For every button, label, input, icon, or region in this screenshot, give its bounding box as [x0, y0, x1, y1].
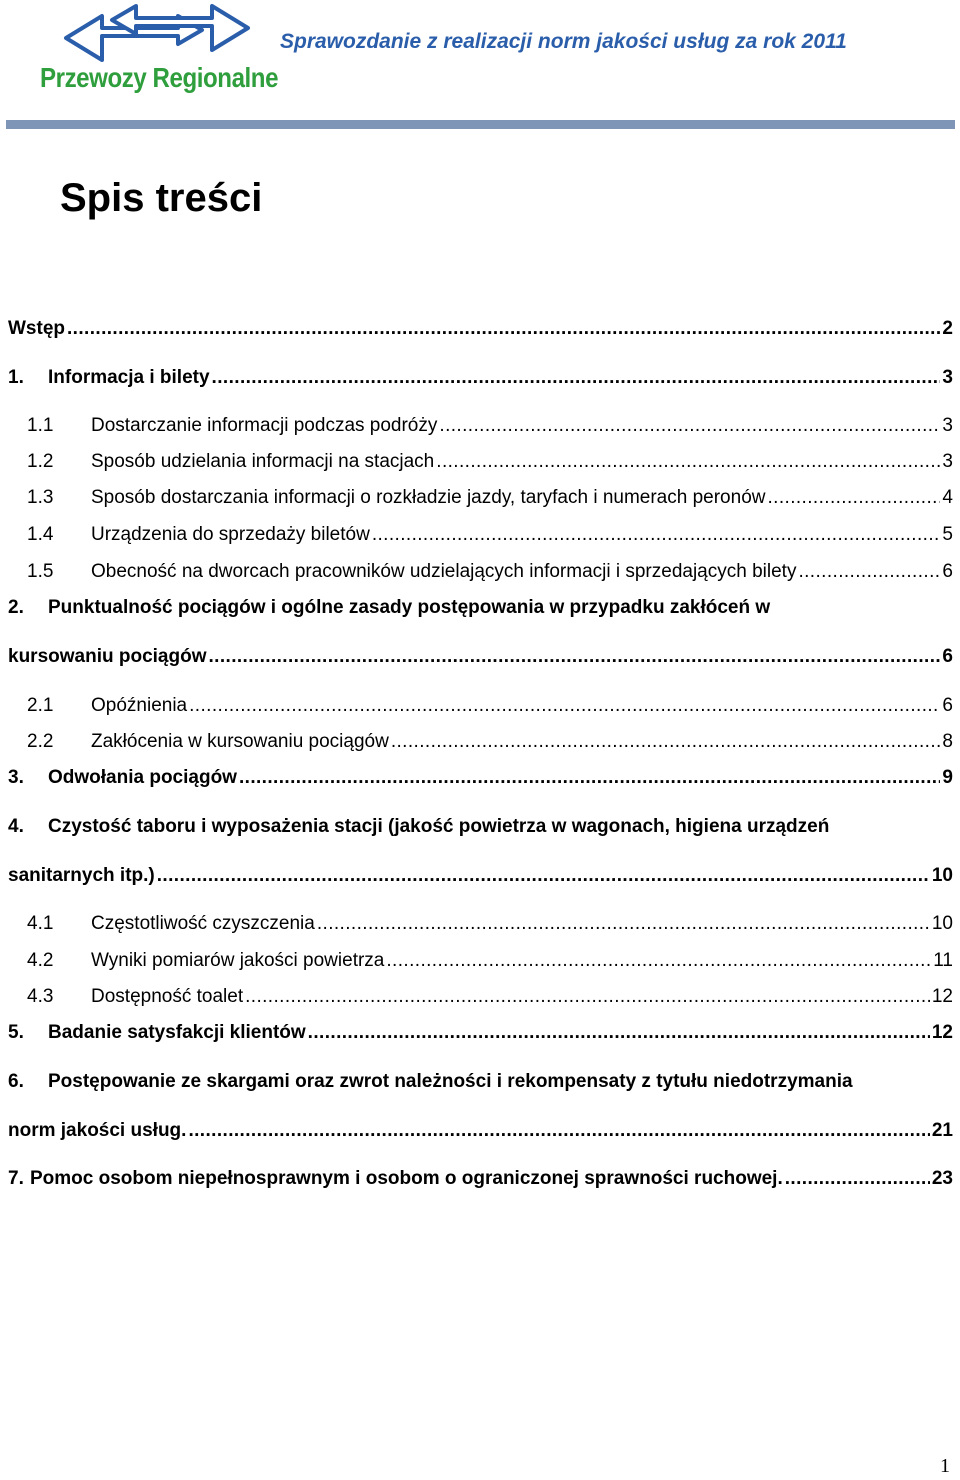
toc-entry-text: Postępowanie ze skargami oraz zwrot należności i rekompensaty z tytułu niedotrzymania [48, 1071, 853, 1092]
toc-entry-text: Obecność na dworcach pracowników udzielających informacji i sprzedających bilety [91, 561, 797, 582]
toc-entry-number: 1.3 [27, 487, 54, 508]
dot-leader [439, 415, 940, 437]
toc-page-number: 23 [931, 1168, 953, 1189]
toc-entry[interactable] [8, 816, 953, 838]
dot-leader [157, 865, 930, 887]
toc-page-number: 12 [931, 1022, 953, 1043]
toc-page-number: 4 [942, 487, 953, 508]
toc-page-number: 6 [942, 695, 953, 716]
document-header-title: Sprawozdanie z realizacji norm jakości usług za rok 2011 [280, 30, 847, 53]
toc-entry-text: Sposób udzielania informacji na stacjach [91, 451, 435, 472]
toc-entry[interactable] [27, 731, 953, 753]
dot-leader [372, 524, 941, 546]
toc-entry[interactable] [8, 1168, 953, 1190]
toc-page-number: 3 [942, 415, 953, 436]
toc-page-number: 21 [931, 1120, 953, 1141]
toc-page-number: 6 [942, 646, 953, 667]
toc-entry-number: 5. [8, 1022, 24, 1043]
toc-entry-text: Dostępność toalet [91, 986, 244, 1007]
dot-leader [189, 695, 940, 717]
toc-entry-number: 1.5 [27, 561, 54, 582]
dot-leader [245, 986, 930, 1008]
toc-page-number: 8 [942, 731, 953, 752]
toc-entry-text: kursowaniu pociągów [8, 646, 207, 667]
toc-entry-number: 3. [8, 767, 24, 788]
toc-page-number: 3 [942, 367, 953, 388]
dot-leader [208, 646, 940, 668]
toc-page-number: 10 [931, 865, 953, 886]
toc-entry-text: Częstotliwość czyszczenia [91, 913, 315, 934]
dot-leader [188, 1120, 929, 1142]
toc-entry-text: Odwołania pociągów [48, 767, 237, 788]
toc-page-number: 6 [942, 561, 953, 582]
toc-entry[interactable] [8, 597, 953, 619]
double-arrow-logo-icon [62, 2, 252, 64]
toc-page-number: 11 [933, 950, 953, 971]
toc-entry-number: 6. [8, 1071, 24, 1092]
logo-text: Przewozy Regionalne [40, 62, 279, 93]
toc-entry-number: 4.2 [27, 950, 54, 971]
toc-entry[interactable] [8, 767, 953, 789]
header-divider [6, 120, 955, 129]
toc-entry-text: Urządzenia do sprzedaży biletów [91, 524, 370, 545]
dot-leader [317, 913, 930, 935]
toc-entry-number: 2.2 [27, 731, 54, 752]
toc-entry[interactable] [27, 451, 953, 473]
toc-page-number: 2 [942, 318, 953, 339]
toc-entry-text: sanitarnych itp.) [8, 865, 155, 886]
toc-entry-number: 2. [8, 597, 24, 618]
toc-entry-text: Wstęp [8, 318, 65, 339]
toc-entry[interactable] [27, 561, 953, 583]
dot-leader [436, 451, 940, 473]
toc-entry[interactable] [8, 1022, 953, 1044]
toc-entry[interactable] [8, 1071, 953, 1093]
toc-entry[interactable] [27, 524, 953, 546]
dot-leader [798, 561, 940, 583]
toc-entry[interactable] [27, 695, 953, 717]
footer-page-number: 1 [940, 1455, 950, 1477]
toc-entry[interactable] [27, 986, 953, 1008]
toc-entry-number: 1.2 [27, 451, 54, 472]
toc-entry-text: Opóźnienia [91, 695, 188, 716]
toc-page-number: 5 [942, 524, 953, 545]
toc-page-number: 12 [931, 986, 953, 1007]
toc-entry-number: 1.1 [27, 415, 54, 436]
toc-entry-text: Czystość taboru i wyposażenia stacji (jakość powietrza w wagonach, higiena urządzeń [48, 816, 830, 837]
dot-leader [391, 731, 941, 753]
toc-entry-continuation[interactable] [8, 1120, 953, 1142]
toc-entry[interactable] [8, 367, 953, 389]
toc-page-number: 10 [931, 913, 953, 934]
toc-entry-number: 4.3 [27, 986, 54, 1007]
dot-leader [239, 767, 940, 789]
toc-entry-text: Informacja i bilety [48, 367, 210, 388]
dot-leader [308, 1022, 930, 1044]
toc-entry-text: Wyniki pomiarów jakości powietrza [91, 950, 385, 971]
toc-entry[interactable] [27, 487, 953, 509]
toc-entry-text: Punktualność pociągów i ogólne zasady postępowania w przypadku zakłóceń w [48, 597, 771, 618]
company-logo [36, 0, 279, 100]
dot-leader [785, 1168, 930, 1190]
dot-leader [212, 367, 941, 389]
toc-entry-number: 2.1 [27, 695, 54, 716]
toc-entry-text: Pomoc osobom niepełnosprawnym i osobom o ograniczonej sprawności ruchowej. [30, 1168, 783, 1189]
toc-entry-number: 1. [8, 367, 24, 388]
toc-entry-text: Zakłócenia w kursowaniu pociągów [91, 731, 389, 752]
toc-entry[interactable] [27, 913, 953, 935]
toc-entry-text: Sposób dostarczania informacji o rozkładzie jazdy, taryfach i numerach peronów [91, 487, 766, 508]
dot-leader [386, 950, 931, 972]
dot-leader [67, 318, 940, 340]
toc-entry-number: 1.4 [27, 524, 54, 545]
toc-page-number: 3 [942, 451, 953, 472]
toc-entry-text: Badanie satysfakcji klientów [48, 1022, 306, 1043]
toc-entry[interactable] [8, 318, 953, 340]
toc-entry-text: Dostarczanie informacji podczas podróży [91, 415, 438, 436]
toc-entry[interactable] [27, 415, 953, 437]
dot-leader [767, 487, 940, 509]
toc-heading: Spis treści [60, 176, 263, 220]
toc-entry-number: 4. [8, 816, 24, 837]
toc-entry-continuation[interactable] [8, 865, 953, 887]
toc-entry-continuation[interactable] [8, 646, 953, 668]
toc-entry-text: norm jakości usług. [8, 1120, 187, 1141]
toc-page-number: 9 [942, 767, 953, 788]
toc-entry-number: 7. [8, 1168, 24, 1189]
toc-entry[interactable] [27, 950, 953, 972]
toc-entry-number: 4.1 [27, 913, 54, 934]
